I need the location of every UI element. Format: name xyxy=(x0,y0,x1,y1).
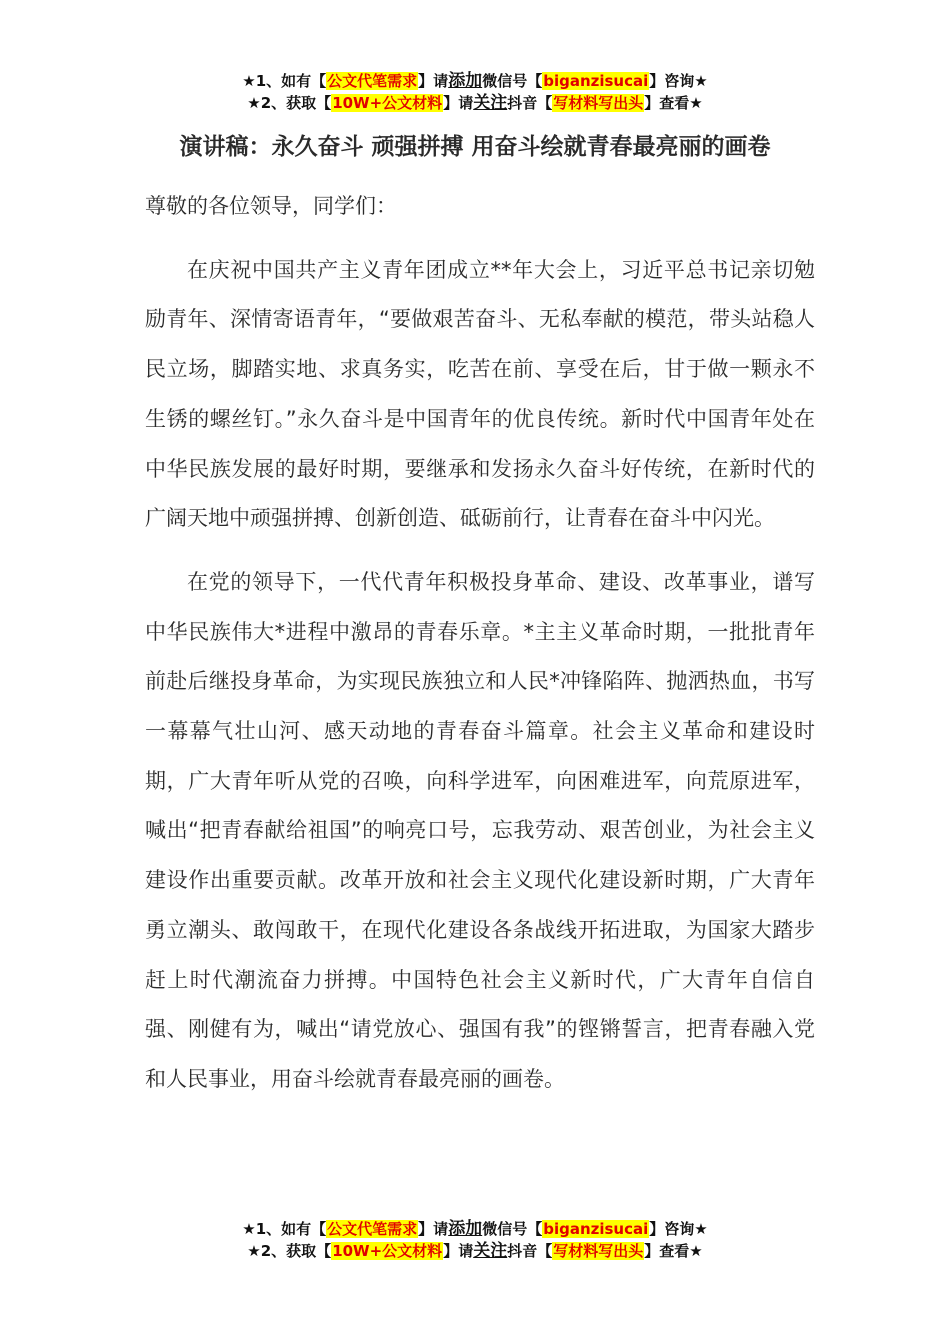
wechat-id-highlight: biganzisucai xyxy=(543,1220,649,1238)
promo-text: 微信号【 xyxy=(482,1220,543,1238)
promo-text: 】请 xyxy=(443,94,474,112)
promo-underline: 添加 xyxy=(448,1219,483,1239)
promo-line-2 xyxy=(0,92,950,114)
promo-highlight: 10W+公文材料 xyxy=(332,1242,443,1260)
promo-text: ★2、获取【 xyxy=(247,1242,332,1260)
douyin-id-highlight: 写材料写出头 xyxy=(553,94,644,112)
promo-banner-top xyxy=(0,70,950,114)
promo-highlight: 10W+公文材料 xyxy=(332,94,443,112)
paragraph: 在庆祝中国共产主义青年团成立**年大会上，习近平总书记亲切勉励青年、深情寄语青年，“要做艰苦奋斗、无私奉献的模范，带头站稳人民立场，脚踏实地、求真务实，吃苦在前、享受在后，甘于做一颗永不生锈的螺丝钉。”永久奋斗是中国青年的优良传统。新时代中国青年处在中华民族发展的最好时期，要继承和发扬永久奋斗好传统，在新时代的广阔天地中顽强拼搏、创新创造、砥砺前行，让青春在奋斗中闪光。 xyxy=(145,257,815,531)
document-title: 演讲稿：永久奋斗 顽强拼搏 用奋斗绘就青春最亮丽的画卷 xyxy=(179,134,771,160)
document-body xyxy=(145,182,815,1105)
promo-text: 】查看★ xyxy=(644,1242,703,1260)
promo-highlight: 公文代笔需求 xyxy=(327,72,418,90)
greeting: 尊敬的各位领导，同学们： xyxy=(145,194,397,218)
paragraph: 在党的领导下，一代代青年积极投身革命、建设、改革事业，谱写中华民族伟大*进程中激昂的青春乐章。*主主义革命时期，一批批青年前赴后继投身革命，为实现民族独立和人民*冲锋陷阵、抛洒热血，书写一幕幕气壮山河、感天动地的青春奋斗篇章。社会主义革命和建设时期，广大青年听从党的召唤，向科学进军，向困难进军，向荒原进军，喊出“把青春献给祖国”的响亮口号，忘我劳动、艰苦创业，为社会主义建设作出重要贡献。改革开放和社会主义现代化建设新时期，广大青年勇立潮头、敢闯敢干，在现代化建设各条战线开拓进取，为国家大踏步赶上时代潮流奋力拼搏。中国特色社会主义新时代，广大青年自信自强、刚健有为，喊出“请党放心、强国有我”的铿锵誓言，把青春融入党和人民事业，用奋斗绘就青春最亮丽的画卷。 xyxy=(145,569,815,1091)
promo-text: 】请 xyxy=(443,1242,474,1260)
promo-text: ★1、如有【 xyxy=(242,72,327,90)
promo-text: 】咨询★ xyxy=(649,1220,708,1238)
promo-line-1 xyxy=(0,70,950,92)
promo-underline: 关注 xyxy=(473,1241,508,1261)
promo-banner-bottom xyxy=(0,1218,950,1262)
promo-text: 抖音【 xyxy=(507,1242,553,1260)
promo-text: 微信号【 xyxy=(482,72,543,90)
promo-underline: 添加 xyxy=(448,71,483,91)
promo-text: 】请 xyxy=(418,1220,449,1238)
promo-text: 】咨询★ xyxy=(649,72,708,90)
promo-underline: 关注 xyxy=(473,93,508,113)
promo-line-1 xyxy=(0,1218,950,1240)
promo-text: ★1、如有【 xyxy=(242,1220,327,1238)
promo-line-2 xyxy=(0,1240,950,1262)
promo-highlight: 公文代笔需求 xyxy=(327,1220,418,1238)
promo-text: 抖音【 xyxy=(507,94,553,112)
douyin-id-highlight: 写材料写出头 xyxy=(553,1242,644,1260)
promo-text: ★2、获取【 xyxy=(247,94,332,112)
wechat-id-highlight: biganzisucai xyxy=(543,72,649,90)
promo-text: 】查看★ xyxy=(644,94,703,112)
promo-text: 】请 xyxy=(418,72,449,90)
